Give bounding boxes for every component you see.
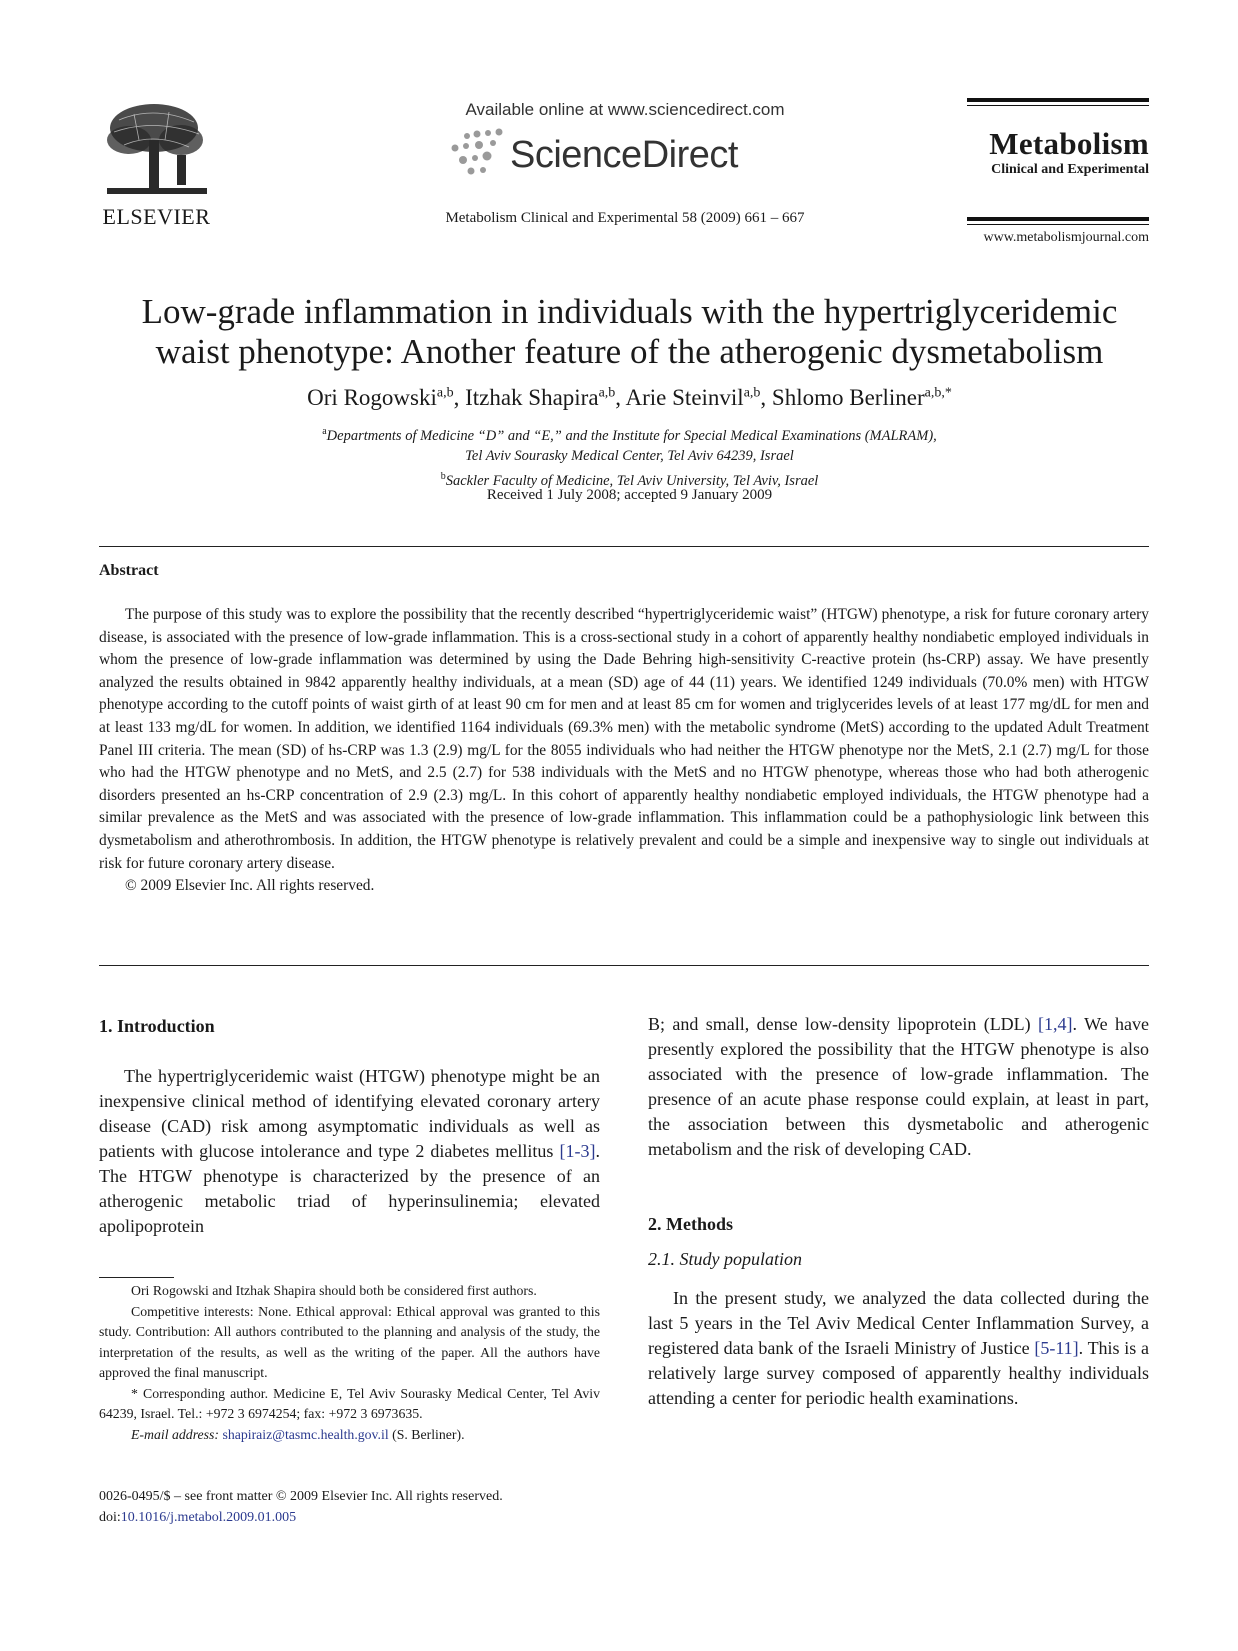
abstract: [99, 604, 1149, 898]
footnote-rule: [99, 1277, 174, 1278]
sciencedirect-logo: [360, 128, 890, 186]
email-link[interactable]: shapiraiz@tasmc.health.gov.il: [222, 1426, 389, 1442]
abstract-heading: Abstract: [99, 562, 159, 579]
affiliations: [80, 422, 1179, 491]
front-matter: [99, 1487, 600, 1528]
sciencedirect-dots-icon: [447, 128, 509, 178]
author-affiliation-mark: a,b: [436, 385, 454, 401]
affiliation-mark: a: [322, 426, 327, 437]
author-name: Shlomo Berliner: [771, 385, 925, 410]
elsevier-logo: [99, 100, 214, 230]
citation-link[interactable]: [5-11]: [1034, 1338, 1079, 1358]
abstract-rule-bottom: [99, 965, 1149, 966]
right-column: [648, 1012, 1149, 1411]
footnote-email: E-mail address: shapiraiz@tasmc.health.gov.il (S. Berliner).: [131, 1426, 465, 1442]
affiliation-a-line-2: Tel Aviv Sourasky Medical Center, Tel Aviv 64239, Israel: [465, 448, 794, 465]
doi-line: doi:10.1016/j.metabol.2009.01.005: [99, 1509, 297, 1525]
abstract-text: The purpose of this study was to explore the possibility that the recently described “hypertriglyceridemic waist” (HTGW) phenotype, a risk for future coronary artery disease, is associated with the presence of low-grade inflammation. This is a cross-sectional study in a cohort of apparently healthy nondiabetic employed individuals in whom the presence of low-grade inflammation was determined by using the Dade Behring high-sensitivity C-reactive protein (hs-CRP) assay. We have presently analyzed the results obtained in 9842 apparently healthy individuals, at a mean (SD) age of 44 (11) years. We identified 1249 individuals (70.0% men) with HTGW phenotype according to the cutoff points of waist girth of at least 90 cm for men and at least 85 cm for women and triglycerides levels of at least 177 mg/dL for men and at least 133 mg/dL for women. In addition, we identified 1164 individuals (69.3% men) with the metabolic syndrome (MetS) according to the updated Adult Treatment Panel III criteria. The mean (SD) of hs-CRP was 1.3 (2.9) mg/L for the 8055 individuals who had neither the HTGW phenotype nor the MetS, 2.1 (2.7) mg/L for those who had the HTGW phenotype and no MetS, and 2.5 (2.7) for 538 individuals with the MetS and no HTGW phenotype, whereas those who had both atherogenic disorders presented an hs-CRP concentration of 2.9 (2.3) mg/L. In this cohort of apparently healthy nondiabetic employed individuals, the HTGW phenotype had a similar prevalence as the MetS and was associated with the presence of low-grade inflammation. This inflammation could be a pathophysiologic link between this dysmetabolism and atherothrombosis. In addition, the HTGW phenotype is relatively prevalent and could be a simple and inexpensive way to single out individuals at risk for future coronary artery disease.: [99, 606, 1149, 872]
sciencedirect-block: [360, 100, 890, 186]
citation-link[interactable]: [1,4]: [1038, 1014, 1073, 1034]
available-online-text: Available online at www.sciencedirect.com: [465, 100, 785, 119]
article-title: [80, 292, 1179, 372]
journal-subtitle: Clinical and Experimental: [991, 162, 1149, 177]
footnote-corresponding-author: * Corresponding author. Medicine E, Tel Aviv Sourasky Medical Center, Tel Aviv 64239, Israel. Tel.: +972 3 6974254; fax: +972 3 6973635.: [99, 1385, 600, 1421]
introduction-paragraph: The hypertriglyceridemic waist (HTGW) phenotype might be an inexpensive clinical method of identifying elevated coronary artery disease (CAD) risk among asymptomatic individuals as well as patients with glucose intolerance and type 2 diabetes mellitus [1-3]. The HTGW phenotype is characterized by the presence of an atherogenic metabolic triad of hyperinsulinemia; elevated apolipoprotein: [99, 1066, 600, 1236]
author-name: Itzhak Shapira: [465, 385, 599, 410]
issn-line: 0026-0495/$ – see front matter © 2009 Elsevier Inc. All rights reserved.: [99, 1489, 503, 1504]
section-heading-methods: 2. Methods: [648, 1214, 733, 1234]
title-line-1: Low-grade inflammation in individuals with the hypertriglyceridemic: [141, 292, 1118, 331]
email-label: E-mail address:: [131, 1426, 220, 1442]
citation-link[interactable]: [1-3]: [559, 1141, 596, 1161]
abstract-rule-top: [99, 546, 1149, 547]
brand-rule-bottom: [967, 217, 1149, 225]
elsevier-tree-icon: [99, 100, 214, 200]
footnote-competing-interests: Competitive interests: None. Ethical approval: Ethical approval was granted to this study. Contribution: All authors contributed to the planning and analysis of the study, the interpretation of the results, as well as the writing of the paper. All the authors have approved the final manuscript.: [99, 1303, 600, 1380]
footnote-equal-contribution: Ori Rogowski and Itzhak Shapira should both be considered first authors.: [131, 1283, 537, 1298]
author-list: [80, 385, 1179, 411]
doi-link[interactable]: 10.1016/j.metabol.2009.01.005: [120, 1509, 297, 1525]
author-separator: ,: [760, 385, 772, 410]
journal-name: Metabolism: [989, 126, 1149, 161]
abstract-copyright: © 2009 Elsevier Inc. All rights reserved.: [125, 877, 375, 895]
affiliation-a: $^a$Departments of Medicine “D” and “E,” and the Institute for Special Medical Examinations (MALRAM),: [322, 426, 937, 444]
subsection-heading-study-population: 2.1. Study population: [648, 1249, 802, 1269]
author-separator: ,: [453, 385, 466, 410]
author-name: Ori Rogowski: [307, 385, 437, 410]
author-separator: ,: [615, 385, 626, 410]
elsevier-wordmark: ELSEVIER: [102, 204, 211, 229]
author-affiliation-mark: a,b: [743, 385, 761, 401]
journal-citation: Metabolism Clinical and Experimental 58 (2009) 661 – 667: [445, 210, 805, 226]
author-name: Arie Steinvil: [625, 385, 744, 410]
affiliation-b: $^b$Sackler Faculty of Medicine, Tel Aviv University, Tel Aviv, Israel: [440, 470, 819, 489]
author-affiliation-mark: a,b,*: [924, 385, 952, 401]
brand-rule-top: [967, 98, 1149, 102]
brand-rule-top-thin: [967, 105, 1149, 106]
affiliation-mark: b: [440, 470, 446, 482]
received-dates: Received 1 July 2008; accepted 9 January 2009: [486, 487, 773, 503]
title-line-2: waist phenotype: Another feature of the atherogenic dysmetabolism: [155, 332, 1104, 371]
section-heading-introduction: 1. Introduction: [99, 1016, 215, 1036]
left-column: [99, 1014, 600, 1239]
author-affiliation-mark: a,b: [598, 385, 616, 401]
sciencedirect-wordmark: ScienceDirect: [510, 134, 738, 176]
footnotes: [99, 1281, 600, 1445]
methods-paragraph: In the present study, we analyzed the data collected during the last 5 years in the Tel Aviv Medical Center Inflammation Survey, a registered data bank of the Israeli Ministry of Justice [5-11]. This is a relatively large survey composed of apparently healthy individuals attending a center for periodic health examinations.: [648, 1288, 1149, 1408]
journal-brand: [967, 98, 1149, 178]
introduction-paragraph-continued: B; and small, dense low-density lipoprotein (LDL) [1,4]. We have presently explored the possibility that the HTGW phenotype is also associated with the presence of low-grade inflammation. The presence of an acute phase response could explain, at least in part, the association between this dysmetabolic and atherogenic metabolism and the risk of developing CAD.: [648, 1014, 1149, 1159]
journal-url-link[interactable]: www.metabolismjournal.com: [983, 230, 1149, 245]
